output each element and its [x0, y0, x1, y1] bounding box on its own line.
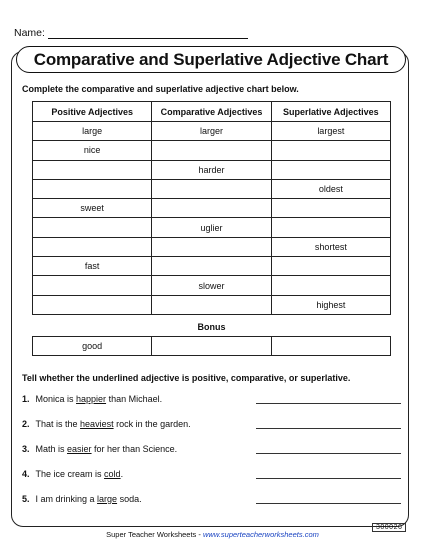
name-field[interactable] — [48, 38, 248, 39]
question-item — [22, 444, 177, 454]
comparative-cell: larger — [152, 122, 271, 141]
positive-cell[interactable] — [33, 160, 152, 179]
comparative-cell[interactable] — [152, 141, 271, 160]
question-text-after: soda. — [117, 494, 142, 504]
positive-cell[interactable] — [33, 218, 152, 237]
question-text-before: That is the — [35, 419, 81, 429]
header-comparative: Comparative Adjectives — [152, 102, 271, 122]
bonus-positive-cell: good — [33, 337, 152, 356]
comparative-cell: harder — [152, 160, 271, 179]
question-number: 2. — [22, 419, 30, 429]
positive-cell[interactable] — [33, 237, 152, 256]
question-number: 5. — [22, 494, 30, 504]
positive-cell: large — [33, 122, 152, 141]
question-text-before: Math is — [35, 444, 68, 454]
answer-line[interactable] — [256, 453, 401, 454]
superlative-cell[interactable] — [271, 276, 390, 295]
superlative-cell[interactable] — [271, 257, 390, 276]
comparative-cell[interactable] — [152, 257, 271, 276]
question-text-before: Monica is — [35, 394, 77, 404]
underlined-adjective: large — [97, 494, 118, 504]
bonus-row — [33, 337, 391, 356]
question-item — [22, 419, 191, 429]
question-text-after: . — [120, 469, 124, 479]
underlined-adjective: cold — [104, 469, 121, 479]
question-text-after: rock in the garden. — [113, 419, 191, 429]
adjective-chart — [32, 101, 391, 315]
answer-line[interactable] — [256, 403, 401, 404]
chart-row — [33, 122, 391, 141]
question-number: 1. — [22, 394, 30, 404]
name-label: Name: — [14, 27, 45, 39]
superlative-cell: shortest — [271, 237, 390, 256]
comparative-cell[interactable] — [152, 295, 271, 314]
comparative-cell: slower — [152, 276, 271, 295]
chart-row — [33, 141, 391, 160]
positive-cell[interactable] — [33, 276, 152, 295]
answer-line[interactable] — [256, 428, 401, 429]
comparative-cell[interactable] — [152, 199, 271, 218]
chart-row — [33, 160, 391, 179]
positive-cell: sweet — [33, 199, 152, 218]
superlative-cell: largest — [271, 122, 390, 141]
underlined-adjective: happier — [76, 394, 107, 404]
bonus-comparative-cell[interactable] — [152, 337, 271, 356]
bonus-superlative-cell[interactable] — [271, 337, 390, 356]
chart-row — [33, 218, 391, 237]
page-title: Comparative and Superlative Adjective Chart — [33, 49, 389, 69]
chart-row — [33, 199, 391, 218]
footer-separator: - — [196, 530, 203, 539]
positive-cell[interactable] — [33, 179, 152, 198]
chart-row — [33, 295, 391, 314]
answer-line[interactable] — [256, 478, 401, 479]
chart-row — [33, 179, 391, 198]
question-item — [22, 469, 123, 479]
chart-row — [33, 257, 391, 276]
superlative-cell[interactable] — [271, 141, 390, 160]
answer-line[interactable] — [256, 503, 401, 504]
question-item — [22, 494, 142, 504]
bonus-label: Bonus — [197, 322, 226, 332]
comparative-cell[interactable] — [152, 179, 271, 198]
superlative-cell[interactable] — [271, 199, 390, 218]
positive-cell[interactable] — [33, 295, 152, 314]
question-text-after: than Michael. — [106, 394, 163, 404]
header-superlative: Superlative Adjectives — [271, 102, 390, 122]
superlative-cell: oldest — [271, 179, 390, 198]
bonus-table — [32, 336, 391, 356]
underlined-adjective: easier — [67, 444, 92, 454]
chart-header-row — [33, 102, 391, 122]
chart-instructions: Complete the comparative and superlative adjective chart below. — [22, 84, 299, 94]
question-text-after: for her than Science. — [91, 444, 178, 454]
question-text-before: The ice cream is — [35, 469, 105, 479]
question-item — [22, 394, 162, 404]
question-number: 4. — [22, 469, 30, 479]
question-text-before: I am drinking a — [35, 494, 98, 504]
worksheet-code: 300026 — [372, 523, 406, 532]
superlative-cell: highest — [271, 295, 390, 314]
question-instructions: Tell whether the underlined adjective is positive, comparative, or superlative. — [22, 373, 351, 383]
superlative-cell[interactable] — [271, 160, 390, 179]
footer — [0, 530, 425, 539]
chart-row — [33, 237, 391, 256]
footer-url[interactable]: www.superteacherworksheets.com — [202, 530, 319, 539]
superlative-cell[interactable] — [271, 218, 390, 237]
underlined-adjective: heaviest — [80, 419, 114, 429]
positive-cell: nice — [33, 141, 152, 160]
footer-brand: Super Teacher Worksheets — [106, 530, 197, 539]
comparative-cell: uglier — [152, 218, 271, 237]
positive-cell: fast — [33, 257, 152, 276]
title-banner — [16, 46, 406, 73]
header-positive: Positive Adjectives — [33, 102, 152, 122]
comparative-cell[interactable] — [152, 237, 271, 256]
question-number: 3. — [22, 444, 30, 454]
chart-row — [33, 276, 391, 295]
